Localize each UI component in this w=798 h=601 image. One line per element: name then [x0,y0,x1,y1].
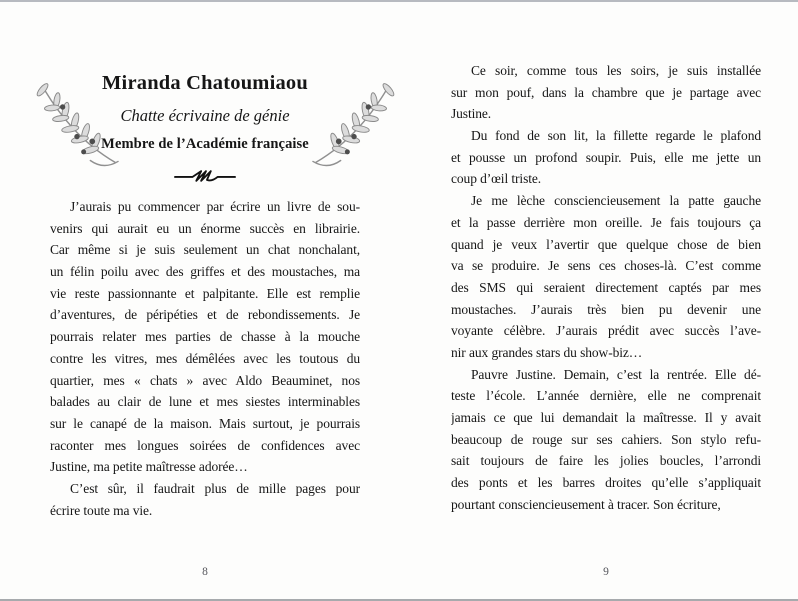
text-line: Ce soir, comme tous les soirs, je suis installée [471,63,761,78]
text-line: Car même si je suis seulement un chat nonchalant, [50,242,360,258]
text-line: J’aurais pu commencer par écrire un livre de sou- [70,199,360,214]
text-line: sur mon pouf, dans la chambre que je partage avec [451,84,761,100]
text-line: sait toujours de faire les jolies boucles, l’arrondi [451,453,761,469]
page-left-body [50,196,360,521]
page-number-right: 9 [603,566,609,578]
page-right-body [451,60,761,515]
text-line: beaucoup de rouge sur ses cahiers. Son stylo refu- [451,431,761,447]
text-line: va se produire. Je sens ces choses-là. C’est comme [451,258,761,274]
text-line: pourrais relater mes parties de chasse à la mouche [50,329,360,345]
text-line: sur le canapé de la maison. Mais surtout, je pourrais [50,415,360,431]
text-line: Du fond de son lit, la fillette regarde le plafond [471,128,761,144]
text-line: quartier, mes « chats » avec Aldo Beauminet, nos [50,372,360,388]
text-line: Pauvre Justine. Demain, c’est la rentrée. Elle dé- [471,366,761,382]
text-line: raconter mes longues soirées de confidences avec [50,437,360,453]
text-line: un félin poilu avec des griffes et des moustaches, ma [50,264,360,280]
text-line: balades au clair de lune et mes siestes interminables [50,394,360,410]
paragraph [50,478,360,521]
text-line: C’est sûr, il faudrait plus de mille pages pour [70,480,360,496]
text-line: d’aventures, de péripéties et de rebondissements. Je [50,307,360,323]
text-line: pourtant consciencieusement à tracer. Son écriture, [451,496,721,512]
text-line: moustaches. J’aurais très bien pu devenir une [451,301,761,317]
text-line: venirs qui aurait eu un énorme succès en librairie. [50,220,360,236]
text-line: jamais ce que lui demandait la maîtresse. Il y avait [451,410,761,425]
paragraph [451,364,761,516]
text-line: des ponts et les barres droites qu’elle s’appliquait [451,475,761,491]
page-number-left: 8 [202,566,208,578]
text-line: coup d’œil triste. [451,171,542,187]
text-line: teste l’école. L’année dernière, elle ne comprenait [451,388,761,404]
text-line: Je me lèche consciencieusement la patte gauche [471,193,761,209]
text-line: Justine. [451,106,492,122]
paragraph [451,60,761,125]
text-line: quand je veux l’avertir que quelque chose de bien [451,236,761,252]
chapter-author-affiliation: Membre de l’Académie française [101,136,309,152]
text-line: des SMS qui seraient directement captés par mes [451,279,761,295]
text-line: voyante célèbre. J’aurais prédit avec succès l’ave- [451,323,761,339]
paragraph [451,125,761,190]
chapter-author-name: Miranda Chatoumiaou [102,72,308,94]
text-line: contre les vitres, mes démêlées avec les toutous du [50,350,360,366]
text-line: écrire toute ma vie. [50,502,153,518]
chapter-author-role: Chatte écrivaine de génie [120,106,290,125]
text-line: Justine, ma petite maîtresse adorée… [50,459,248,475]
text-line: et pousse un profond soupir. Puis, elle me jette un [451,149,761,165]
olive-branch-right-icon [312,82,398,174]
paragraph [50,196,360,478]
text-line: nir aux grandes stars du show-biz… [451,344,643,360]
paragraph [451,190,761,364]
olive-branch-left-icon [33,82,119,174]
page-right [399,0,798,601]
text-line: vie reste passionnante et palpitante. Elle est remplie [50,285,360,301]
section-divider-icon [50,168,360,186]
text-line: et la passe derrière mon oreille. Je fais toujours ça [451,214,761,230]
